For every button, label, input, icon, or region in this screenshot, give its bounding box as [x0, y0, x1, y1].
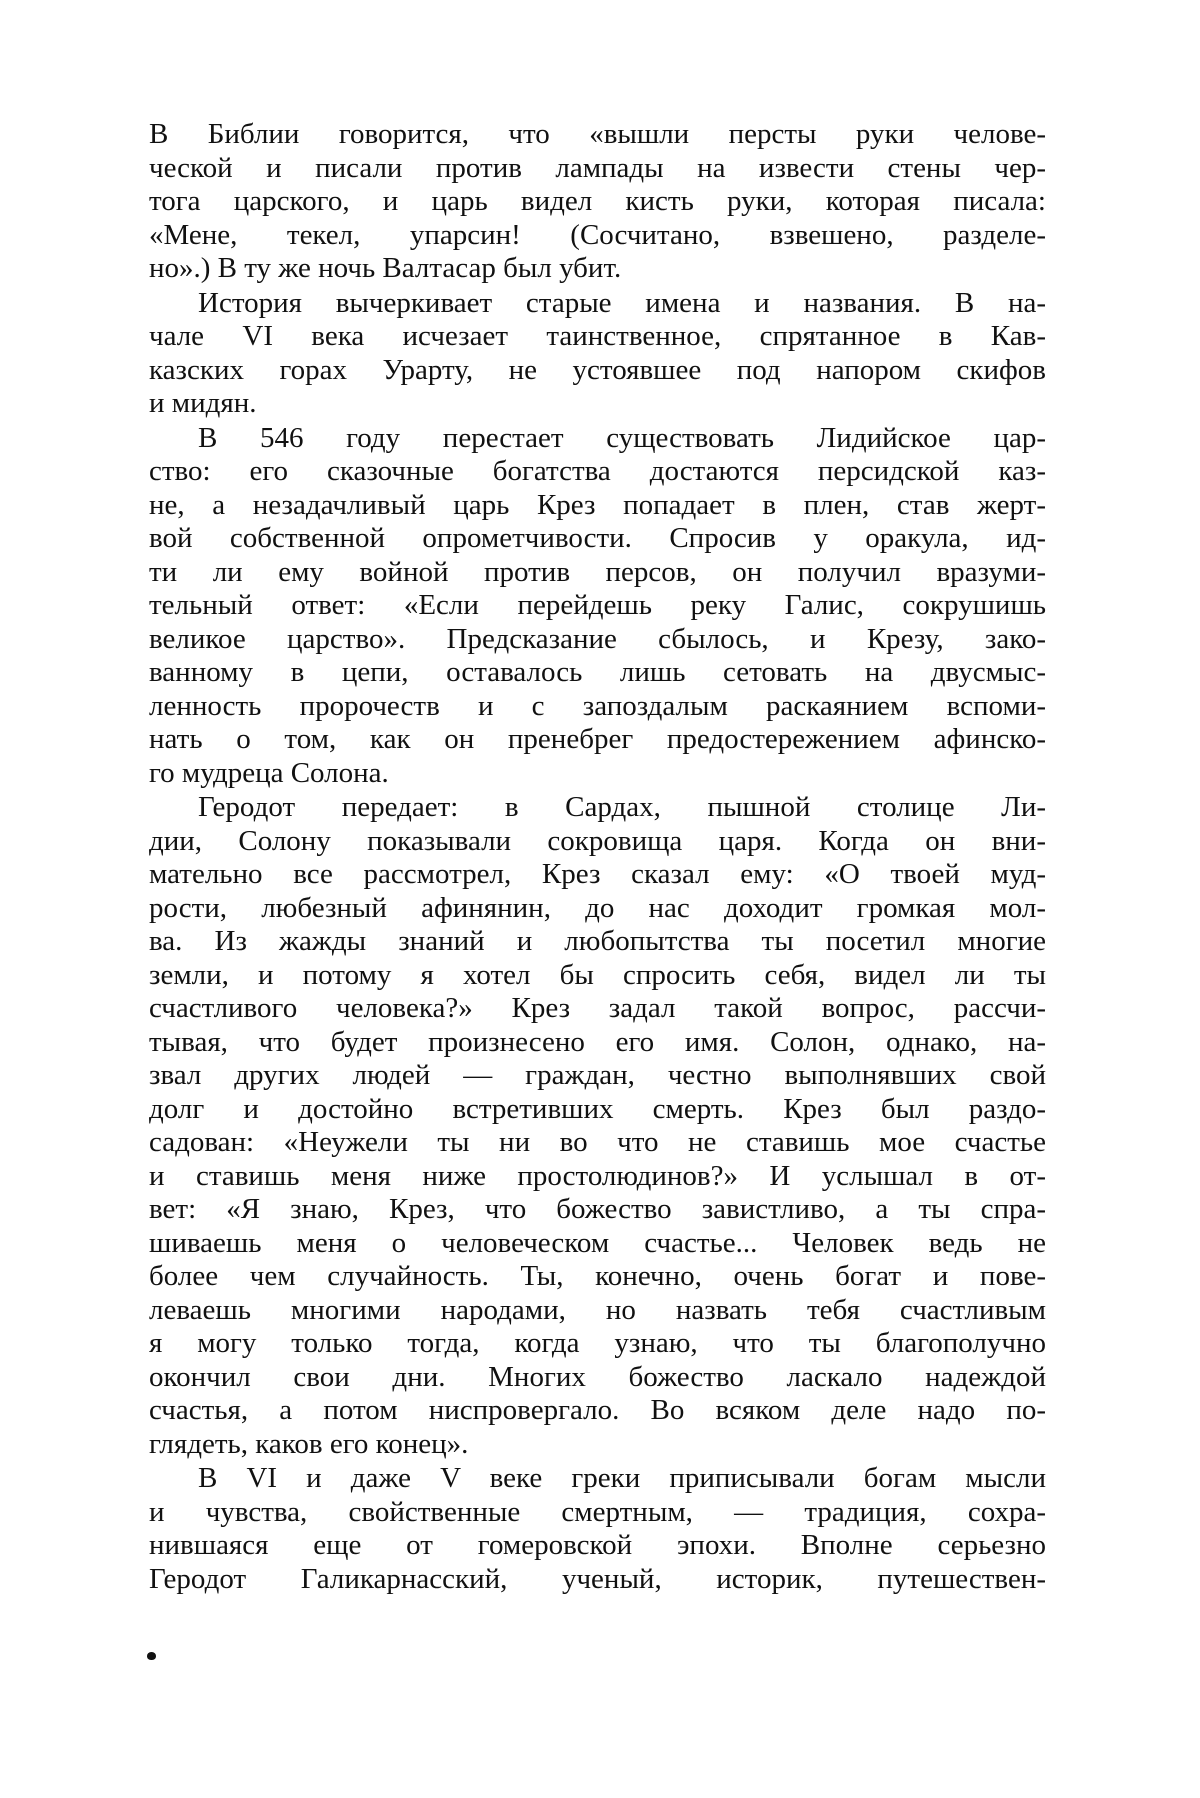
text-line: рости, любезный афинянин, до нас доходит громкая мол- — [149, 892, 1046, 926]
text-line: В 546 году перестает существовать Лидийское цар- — [149, 422, 1046, 456]
text-line: ва. Из жажды знаний и любопытства ты посетил многие — [149, 925, 1046, 959]
paragraph — [149, 422, 1046, 791]
text-line: счастливого человека?» Крез задал такой вопрос, рассчи- — [149, 992, 1046, 1026]
text-line: и чувства, свойственные смертным, — традиция, сохра- — [149, 1496, 1046, 1530]
text-line: ческой и писали против лампады на извести стены чер- — [149, 152, 1046, 186]
text-line: казских горах Урарту, не устоявшее под напором скифов — [149, 354, 1046, 388]
text-line: В Библии говорится, что «вышли персты руки челове- — [149, 118, 1046, 152]
paragraph — [149, 1462, 1046, 1596]
text-line: не, а незадачливый царь Крез попадает в плен, став жерт- — [149, 489, 1046, 523]
text-line: глядеть, каков его конец». — [149, 1428, 1046, 1462]
text-line: долг и достойно встретивших смерть. Крез был раздо- — [149, 1093, 1046, 1127]
text-line: Геродот передает: в Сардах, пышной столице Ли- — [149, 791, 1046, 825]
text-line: тывая, что будет произнесено его имя. Солон, однако, на- — [149, 1026, 1046, 1060]
text-line: ти ли ему войной против персов, он получил вразуми- — [149, 556, 1046, 590]
text-line: дии, Солону показывали сокровища царя. Когда он вни- — [149, 825, 1046, 859]
text-line: го мудреца Солона. — [149, 757, 1046, 791]
text-line: Геродот Галикарнасский, ученый, историк, путешествен- — [149, 1563, 1046, 1597]
paragraph — [149, 118, 1046, 286]
text-line: земли, и потому я хотел бы спросить себя, видел ли ты — [149, 959, 1046, 993]
paragraph — [149, 287, 1046, 421]
text-line: ленность пророчеств и с запоздалым раскаянием вспоми- — [149, 690, 1046, 724]
text-line: счастья, а потом ниспровергало. Во всяком деле надо по- — [149, 1394, 1046, 1428]
text-line: более чем случайность. Ты, конечно, очень богат и пове- — [149, 1260, 1046, 1294]
text-line: ванному в цепи, оставалось лишь сетовать на двусмыс- — [149, 656, 1046, 690]
text-line: История вычеркивает старые имена и названия. В на- — [149, 287, 1046, 321]
text-line: садован: «Неужели ты ни во что не ставишь мое счастье — [149, 1126, 1046, 1160]
body-text — [149, 118, 1046, 1597]
text-line: мательно все рассмотрел, Крез сказал ему: «О твоей муд- — [149, 858, 1046, 892]
text-line: тельный ответ: «Если перейдешь реку Галис, сокрушишь — [149, 589, 1046, 623]
paragraph — [149, 791, 1046, 1461]
text-line: шиваешь меня о человеческом счастье... Человек ведь не — [149, 1227, 1046, 1261]
print-mark — [147, 1652, 156, 1660]
text-line: ство: его сказочные богатства достаются персидской каз- — [149, 455, 1046, 489]
book-page — [0, 0, 1200, 1798]
text-line: и ставишь меня ниже простолюдинов?» И услышал в от- — [149, 1160, 1046, 1194]
text-line: нившаяся еще от гомеровской эпохи. Вполне серьезно — [149, 1529, 1046, 1563]
text-line: звал других людей — граждан, честно выполнявших свой — [149, 1059, 1046, 1093]
text-line: чале VI века исчезает таинственное, спрятанное в Кав- — [149, 320, 1046, 354]
text-line: великое царство». Предсказание сбылось, и Крезу, зако- — [149, 623, 1046, 657]
text-line: тога царского, и царь видел кисть руки, которая писала: — [149, 185, 1046, 219]
text-line: вой собственной опрометчивости. Спросив у оракула, ид- — [149, 522, 1046, 556]
text-line: но».) В ту же ночь Валтасар был убит. — [149, 252, 1046, 286]
text-line: и мидян. — [149, 387, 1046, 421]
text-line: вет: «Я знаю, Крез, что божество завистливо, а ты спра- — [149, 1193, 1046, 1227]
text-line: «Мене, текел, упарсин! (Сосчитано, взвешено, разделе- — [149, 219, 1046, 253]
text-line: леваешь многими народами, но назвать тебя счастливым — [149, 1294, 1046, 1328]
text-line: я могу только тогда, когда узнаю, что ты благополучно — [149, 1327, 1046, 1361]
text-line: окончил свои дни. Многих божество ласкало надеждой — [149, 1361, 1046, 1395]
text-line: нать о том, как он пренебрег предостережением афинско- — [149, 723, 1046, 757]
text-line: В VI и даже V веке греки приписывали богам мысли — [149, 1462, 1046, 1496]
